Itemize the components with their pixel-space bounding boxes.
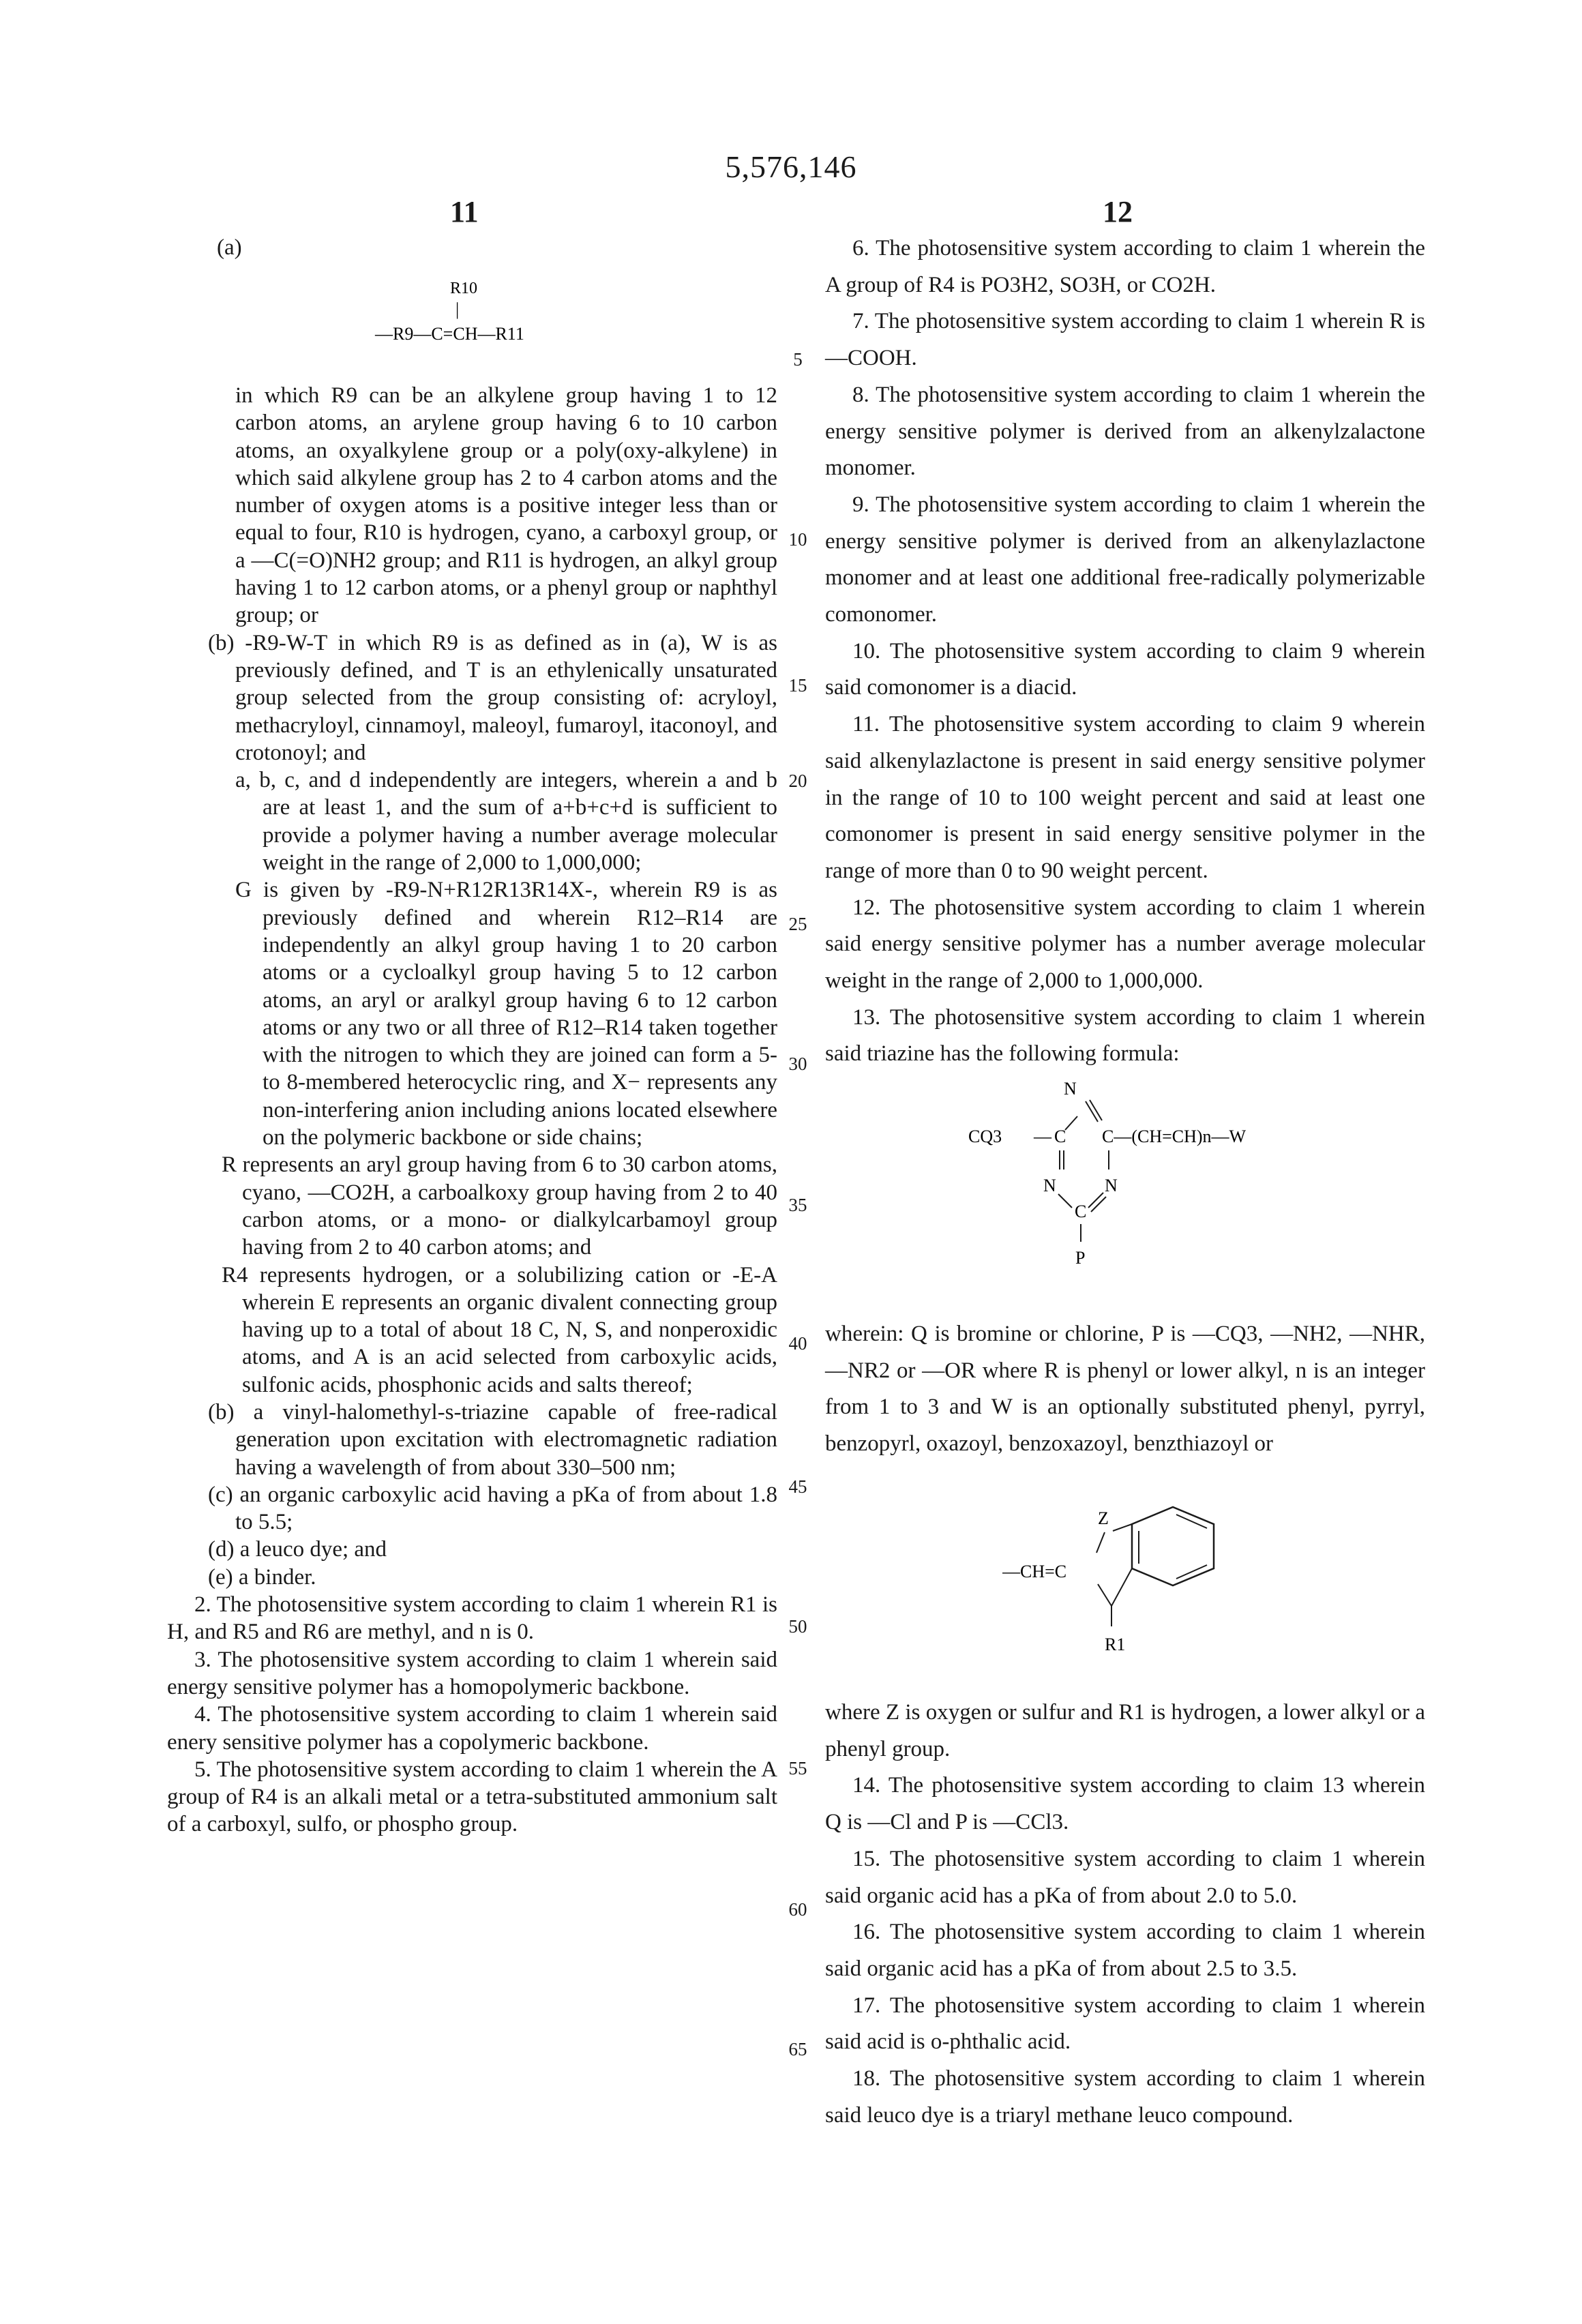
left-column [208, 382, 777, 1838]
claim-13: 13. The photosensitive system according to claim 1 wherein said triazine has the following formula: [825, 1000, 1425, 1073]
claim-4: 4. The photosensitive system according to claim 1 wherein said enery sensitive polymer has a copolymeric backbone. [167, 1701, 777, 1756]
claim-3: 3. The photosensitive system according to claim 1 wherein said energy sensitive polymer has a homopolymeric backbone. [167, 1646, 777, 1701]
claim-12: 12. The photosensitive system according to claim 1 wherein said energy sensitive polymer has a number average molecular weight in the range of 2,000 to 1,000,000. [825, 890, 1425, 1000]
struct-a-figure [368, 273, 586, 355]
benzo-bond-n [1098, 1584, 1111, 1606]
left-column-number: 11 [450, 194, 479, 229]
claim-8: 8. The photosensitive system according to claim 1 wherein the energy sensitive polymer is derived from an alkenylzalactone monomer. [825, 377, 1425, 487]
claim-13-wherein: wherein: Q is bromine or chlorine, P is —CQ3, —NH2, —NHR, —NR2 or —OR where R is phenyl or lower alkyl, n is an integer from 1 to 3 and W is an optionally substituted phenyl, pyrryl, benzopyrl, oxazoyl, benzoxazoyl, benzthiazoyl or [825, 1316, 1425, 1463]
benzo-bond-z [1096, 1532, 1105, 1553]
line-number-5: 5 [777, 349, 818, 370]
claim-10: 10. The photosensitive system according to claim 9 wherein said comonomer is a diacid. [825, 634, 1425, 706]
g-text: G is given by -R9-N+R12R13R14X-, wherein R9 is as previously defined and wherein R12–R14 are independently an alkyl group having 1 to 20 carbon atoms or a cycloalkyl group having 5 to 12 carbon atoms, an aryl or aralkyl group having 6 to 12 carbon atoms or any two or all three of R12–R14 taken together with the nitrogen to which they are joined can form a 5- to 8-membered heterocyclic ring, and X− represents any non-interfering anion including anions located elsewhere on the polymeric backbone or side chains; [208, 876, 777, 1151]
claim-13-where: where Z is oxygen or sulfur and R1 is hydrogen, a lower alkyl or a phenyl group. [825, 1695, 1425, 1768]
triazine-chain: C—(CH=CH)n—W [1102, 1127, 1247, 1146]
item-b: (b) a vinyl-halomethyl-s-triazine capable of free-radical generation upon excitation with electromagnetic radiation having a wavelength of from about 330–500 nm; [208, 1399, 777, 1481]
triazine-n-left: N [1043, 1176, 1056, 1195]
line-number-25: 25 [777, 914, 818, 935]
benzo-z: Z [1098, 1508, 1109, 1528]
triazine-bond-7 [1058, 1194, 1072, 1208]
benzene-inner-3 [1176, 1565, 1207, 1579]
line-number-35: 35 [777, 1195, 818, 1216]
line-number-30: 30 [777, 1054, 818, 1075]
claim-6: 6. The photosensitive system according to claim 1 wherein the A group of R4 is PO3H2, SO3H, or CO2H. [825, 230, 1425, 303]
right-column-upper [825, 230, 1425, 1073]
line-number-60: 60 [777, 1899, 818, 1920]
triazine-bond-9 [1091, 1197, 1106, 1212]
benzo-bond-ring [1111, 1568, 1132, 1606]
benzo-ch: —CH=C [1002, 1562, 1066, 1581]
triazine-dash: — [1033, 1127, 1052, 1146]
right-column-middle [825, 1316, 1425, 1463]
line-number-65: 65 [777, 2039, 818, 2060]
benzene-inner-2 [1176, 1515, 1207, 1528]
claim-11: 11. The photosensitive system according to claim 9 wherein said alkenylazlactone is present in said energy sensitive polymer in the range of 10 to 100 weight percent and said at least one comonomer is present in said energy sensitive polymer in the range of more than 0 to 90 weight percent. [825, 706, 1425, 890]
line-number-55: 55 [777, 1758, 818, 1779]
claim-7: 7. The photosensitive system according to claim 1 wherein R is —COOH. [825, 303, 1425, 376]
line-number-40: 40 [777, 1333, 818, 1354]
benzo-figure [1002, 1504, 1289, 1667]
abcd-text: a, b, c, and d independently are integers, wherein a and b are at least 1, and the sum of a+b+c+d is sufficient to provide a polymer having a number average molecular weight in the range of 2,000 to 1,000,000; [208, 766, 777, 876]
line-number-10: 10 [777, 529, 818, 550]
claim-18: 18. The photosensitive system according to claim 1 wherein said leuco dye is a triaryl methane leuco compound. [825, 2061, 1425, 2134]
struct-a-chain: —R9—C=CH—R11 [374, 324, 524, 344]
struct-a-r10: R10 [450, 280, 477, 297]
claim-5: 5. The photosensitive system according to claim 1 wherein the A group of R4 is an alkali metal or a tetra-substituted ammonium salt of a carboxyl, sulfo, or phospho group. [167, 1756, 777, 1838]
triazine-bond-8 [1088, 1193, 1103, 1208]
triazine-c-left: C [1054, 1127, 1066, 1146]
benzo-bond-top [1113, 1524, 1132, 1531]
struct-a-bond: | [456, 299, 459, 319]
triazine-n-top: N [1064, 1079, 1077, 1099]
right-column-number: 12 [1103, 194, 1133, 229]
b-text: (b) -R9-W-T in which R9 is as defined as in (a), W is as previously defined, and T is an ethylenically unsaturated group selected from the group consisting of: acryloyl, methacryloyl, cinnamoyl, maleoyl, fumaroyl, itaconoyl, and crotonoyl; and [208, 629, 777, 766]
line-number-45: 45 [777, 1476, 818, 1498]
benzo-r1: R1 [1105, 1635, 1125, 1654]
triazine-n-right: N [1105, 1176, 1118, 1195]
claim-2: 2. The photosensitive system according to claim 1 wherein R1 is H, and R5 and R6 are methyl, and n is 0. [167, 1591, 777, 1646]
item-c: (c) an organic carboxylic acid having a pKa of from about 1.8 to 5.5; [208, 1481, 777, 1536]
patent-number: 5,576,146 [0, 149, 1582, 185]
r4-text: R4 represents hydrogen, or a solubilizing cation or -E-A wherein E represents an organic divalent connecting group having up to a total of about 18 C, N, S, and nonperoxidic atoms, and A is an acid selected from carboxylic acids, sulfonic acids, phosphonic acids and salts thereof; [208, 1262, 777, 1399]
line-number-20: 20 [777, 771, 818, 792]
claim-9: 9. The photosensitive system according to claim 1 wherein the energy sensitive polymer is derived from an alkenylazlactone monomer and at least one additional free-radically polymerizable comonomer. [825, 487, 1425, 634]
triazine-c-bottom: C [1075, 1202, 1086, 1221]
right-column-lower [825, 1695, 1425, 2134]
claim-15: 15. The photosensitive system according to claim 1 wherein said organic acid has a pKa of from about 2.0 to 5.0. [825, 1841, 1425, 1914]
triazine-figure [968, 1074, 1323, 1279]
triazine-bond-1 [1065, 1116, 1077, 1130]
claim-16: 16. The photosensitive system according to claim 1 wherein said organic acid has a pKa of from about 2.5 to 3.5. [825, 1914, 1425, 1987]
triazine-cq3: CQ3 [968, 1127, 1002, 1146]
item-e: (e) a binder. [208, 1564, 777, 1591]
claim-17: 17. The photosensitive system according to claim 1 wherein said acid is o-phthalic acid. [825, 1988, 1425, 2061]
triazine-p: P [1075, 1248, 1085, 1268]
line-number-50: 50 [777, 1616, 818, 1637]
r-text: R represents an aryl group having from 6 to 30 carbon atoms, cyano, —CO2H, a carboalkoxy group having from 2 to 40 carbon atoms, or a mono- or dialkylcarbamoyl group having from 2 to 40 carbon atoms; and [208, 1151, 777, 1261]
line-number-15: 15 [777, 675, 818, 696]
benzene-ring [1132, 1507, 1214, 1585]
claim-14: 14. The photosensitive system according to claim 13 wherein Q is —Cl and P is —CCl3. [825, 1768, 1425, 1841]
label-a: (a) [217, 235, 242, 260]
a-text: in which R9 can be an alkylene group having 1 to 12 carbon atoms, an arylene group having 6 to 10 carbon atoms, an oxyalkylene group or a poly(oxy-alkylene) in which said alkylene group has 2 to 4 carbon atoms and the number of oxygen atoms is a positive integer less than or equal to four, R10 is hydrogen, cyano, a carboxyl group, or a —C(=O)NH2 group; and R11 is hydrogen, an alkyl group having 1 to 12 carbon atoms, or a phenyl group or naphthyl group; or [208, 382, 777, 629]
item-d: (d) a leuco dye; and [208, 1536, 777, 1563]
